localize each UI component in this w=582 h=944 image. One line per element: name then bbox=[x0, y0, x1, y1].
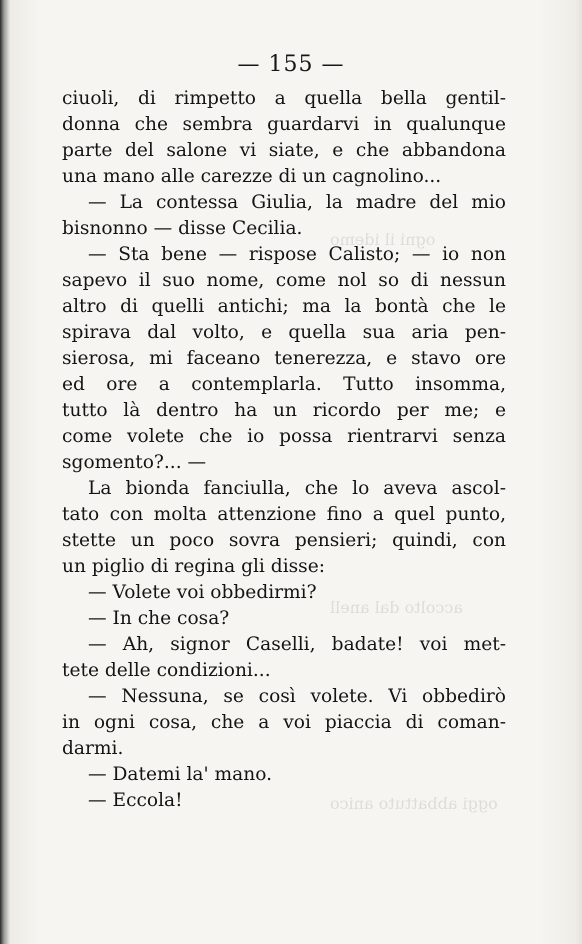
text-line: una mano alle carezze di un cagnolino... bbox=[62, 166, 442, 187]
text-line: ed ore a contemplarla. Tutto insomma, bbox=[62, 374, 506, 395]
text-line: — Sta bene — rispose Calisto; — io non bbox=[88, 244, 506, 265]
text-line: tete delle condizioni... bbox=[62, 660, 271, 681]
text-line: sapevo il suo nome, come nol so di nessun bbox=[62, 270, 506, 291]
text-line: — Datemi la' mano. bbox=[88, 764, 272, 785]
text-line: bisnonno — disse Cecilia. bbox=[62, 218, 303, 239]
show-through-text: oggi abbattuto anico bbox=[330, 794, 498, 813]
text-line: in ogni cosa, che a voi piaccia di coman- bbox=[62, 712, 506, 733]
text-line: — Nessuna, se così volete. Vi obbedirò bbox=[88, 686, 506, 707]
page-body bbox=[62, 86, 506, 814]
text-line: — Ah, signor Caselli, badate! voi met- bbox=[88, 634, 506, 655]
text-line: altro di quelli antichi; ma la bontà che le bbox=[62, 296, 506, 317]
text-line: — In che cosa? bbox=[88, 608, 230, 629]
text-line: donna che sembra guardarvi in qualunque bbox=[62, 114, 506, 135]
text-line: parte del salone vi siate, e che abbandona bbox=[62, 140, 506, 161]
text-line: ciuoli, di rimpetto a quella bella gentil- bbox=[62, 88, 506, 109]
text-line: sgomento?... — bbox=[62, 452, 207, 473]
text-line: spirava dal volto, e quella sua aria pen- bbox=[62, 322, 506, 343]
text-line: — La contessa Giulia, la madre del mio bbox=[88, 192, 506, 213]
page-number: — 155 — bbox=[237, 52, 345, 77]
text-line: — Volete voi obbedirmi? bbox=[88, 582, 317, 603]
text-line: un piglio di regina gli disse: bbox=[62, 556, 325, 577]
text-line: — Eccola! bbox=[88, 790, 183, 811]
text-line: stette un poco sovra pensieri; quindi, con bbox=[62, 530, 506, 551]
show-through-text: ogni il idemo bbox=[330, 230, 436, 249]
text-line: sierosa, mi faceano tenerezza, e stavo ore bbox=[62, 348, 506, 369]
text-line: tutto là dentro ha un ricordo per me; e bbox=[62, 400, 506, 421]
show-through-text: accolto dal anell bbox=[330, 598, 463, 617]
text-line: darmi. bbox=[62, 738, 124, 759]
text-line: La bionda fanciulla, che lo aveva ascol- bbox=[88, 478, 506, 499]
text-line: come volete che io possa rientrarvi senza bbox=[62, 426, 506, 447]
text-line: tato con molta attenzione fino a quel punto, bbox=[62, 504, 506, 525]
